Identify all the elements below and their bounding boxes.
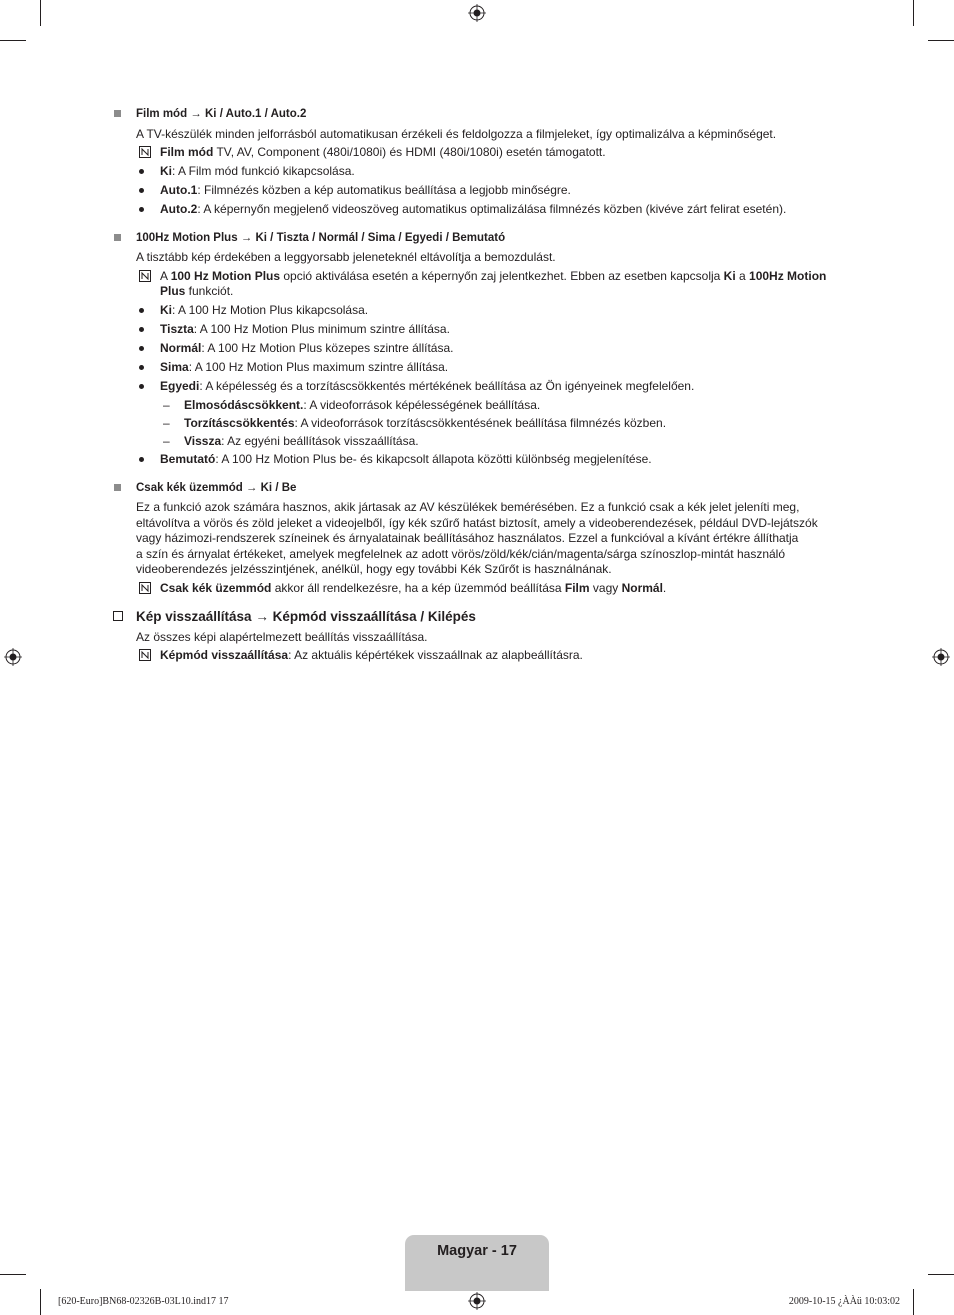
crop-mark — [928, 1274, 954, 1275]
list-item — [136, 202, 843, 218]
option-description: : A képernyőn megjelenő videoszöveg automatikus optimalizálása filmnézés közben (kivéve zárt felirat esetén). — [197, 202, 787, 216]
option-description: : A 100 Hz Motion Plus maximum szintre állítása. — [188, 360, 449, 374]
manual-content — [113, 107, 843, 677]
note — [136, 269, 843, 300]
list-item — [136, 360, 843, 376]
dash-mark: – — [163, 398, 170, 412]
checkbox-bullet-icon — [113, 611, 123, 621]
dash-mark: – — [163, 434, 170, 448]
option-name: Ki — [160, 164, 172, 178]
option-name: Sima — [160, 360, 189, 374]
description-line: Ez a funkció azok számára hasznos, akik jártasak az AV készülékek bemérésében. Ez a funkció csak a kék jelet jeleníti meg, — [136, 500, 800, 514]
option-name: Auto.1 — [160, 183, 198, 197]
bullet-dot-icon — [139, 169, 144, 174]
note-text: vagy — [589, 580, 622, 595]
square-bullet-icon — [114, 484, 121, 491]
registration-mark-icon — [468, 1292, 486, 1310]
section-description — [136, 500, 843, 578]
option-description: : A 100 Hz Motion Plus minimum szintre állítása. — [193, 322, 450, 336]
section-film-mode — [113, 107, 843, 218]
note — [136, 145, 843, 161]
option-name: Egyedi — [160, 379, 200, 393]
registration-mark-icon — [932, 648, 950, 666]
note-icon — [139, 146, 151, 158]
option-description: : Filmnézés közben a kép automatikus beállítása a legjobb minőségre. — [197, 183, 571, 197]
note-keyword: 100Hz Motion Plus — [160, 268, 827, 298]
option-description: : A képélesség és a torzításcsökkentés mértékének beállítása az Ön igényeinek megfelelően. — [199, 379, 695, 393]
note-text: funkciót. — [185, 284, 234, 298]
note-keyword: Film mód — [160, 145, 214, 159]
list-item — [136, 379, 843, 395]
option-name: Ki — [160, 303, 172, 317]
note — [136, 648, 843, 664]
section-picture-reset — [113, 609, 843, 664]
bullet-dot-icon — [139, 346, 144, 351]
section-description: A TV-készülék minden jelforrásból automatikusan érzékeli és feldolgozza a filmjeleket, így optimalizálva a képminőséget. — [136, 126, 777, 141]
note-text: TV, AV, Component (480i/1080i) és HDMI (480i/1080i) esetén támogatott. — [213, 145, 606, 159]
option-description: : A 100 Hz Motion Plus közepes szintre állítása. — [201, 341, 454, 355]
note — [136, 581, 843, 597]
print-slug-file: [620-Euro]BN68-02326B-03L10.ind17 17 — [58, 1296, 229, 1307]
option-description: : A videoforrások torzításcsökkentésének beállítása filmnézés közben. — [294, 416, 667, 430]
note-icon — [139, 649, 151, 661]
note-text: . — [662, 580, 667, 595]
note-keyword: Film — [564, 580, 590, 595]
section-heading: 100Hz Motion Plus → Ki / Tiszta / Normál / Sima / Egyedi / Bemutató — [136, 231, 506, 244]
bullet-dot-icon — [139, 365, 144, 370]
bullet-dot-icon — [139, 207, 144, 212]
option-name: Tiszta — [160, 322, 194, 336]
page-number: Magyar - 17 — [437, 1243, 517, 1259]
bullet-dot-icon — [139, 188, 144, 193]
note-keyword: 100 Hz Motion Plus — [170, 268, 281, 283]
crop-mark — [40, 1289, 41, 1315]
section-description: Az összes képi alapértelmezett beállítás visszaállítása. — [136, 629, 428, 644]
sub-list-item — [136, 416, 843, 432]
bullet-dot-icon — [139, 308, 144, 313]
note-keyword: Normál — [621, 580, 663, 595]
square-bullet-icon — [114, 110, 121, 117]
registration-mark-icon — [4, 648, 22, 666]
bullet-dot-icon — [139, 457, 144, 462]
note-text: : Az aktuális képértékek visszaállnak az alapbeállításra. — [288, 648, 583, 662]
dash-mark: – — [163, 416, 170, 430]
crop-mark — [0, 1274, 26, 1275]
list-item — [136, 164, 843, 180]
list-item — [136, 183, 843, 199]
sub-list-item — [136, 434, 843, 450]
crop-mark — [0, 40, 26, 41]
option-description: : A 100 Hz Motion Plus be- és kikapcsolt állapota közötti különbség megjelenítése. — [215, 452, 652, 466]
option-description: : Az egyéni beállítások visszaállítása. — [221, 434, 419, 448]
note-text: akkor áll rendelkezésre, ha a kép üzemmód beállítása — [271, 580, 565, 595]
description-line: a szín és árnyalat értékeket, amelyek megfelelnek az adott vörös/zöld/kék/cián/magenta/sárga színoszlop-mintát használó — [136, 546, 786, 561]
section-heading: Csak kék üzemmód → Ki / Be — [136, 481, 297, 494]
section-heading: Film mód → Ki / Auto.1 / Auto.2 — [136, 108, 307, 120]
note-keyword: Ki — [723, 268, 736, 283]
bullet-dot-icon — [139, 384, 144, 389]
option-description: : A 100 Hz Motion Plus kikapcsolása. — [172, 303, 369, 317]
note-text: a — [735, 268, 750, 283]
section-motion-plus — [113, 231, 843, 468]
square-bullet-icon — [114, 234, 121, 241]
description-line: videoberendezés jelzésszintjének, anélkül, hogy egy további Kék Szűrőt is használnának. — [136, 562, 612, 576]
option-description: : A Film mód funkció kikapcsolása. — [172, 164, 355, 178]
list-item — [136, 303, 843, 319]
section-blue-only-mode — [113, 481, 843, 597]
crop-mark — [913, 1289, 914, 1315]
note-keyword: Csak kék üzemmód — [160, 580, 272, 595]
print-slug-date: 2009-10-15 ¿ÀÀü 10:03:02 — [788, 1296, 900, 1307]
registration-mark-icon — [468, 4, 486, 22]
option-name: Vissza — [184, 434, 222, 448]
option-name: Torzításcsökkentés — [184, 416, 295, 430]
option-name: Elmosódáscsökkent. — [184, 398, 304, 412]
option-name: Normál — [160, 341, 202, 355]
option-name: Auto.2 — [160, 202, 198, 216]
note-icon — [139, 582, 151, 594]
description-line: vagy házimozi-rendszerek színeinek és árnyalatainak beállításához használatos. Ezzel a funkcióval a kívánt értékre állíthatja — [136, 531, 799, 545]
list-item — [136, 452, 843, 468]
note-text: opció aktiválása esetén a képernyőn zaj jelentkezhet. Ebben az esetben kapcsolja — [280, 268, 724, 283]
list-item — [136, 341, 843, 357]
section-heading: Kép visszaállítása → Képmód visszaállítása / Kilépés — [136, 609, 476, 624]
option-name: Bemutató — [160, 452, 216, 466]
note-icon — [139, 270, 151, 282]
note-text: A — [160, 268, 171, 283]
note-keyword: Képmód visszaállítása — [160, 648, 289, 662]
crop-mark — [928, 40, 954, 41]
description-line: eltávolítva a vörös és zöld jeleket a videojelből, így kék szűrő hatást biztosít, amely a videoberendezések, például DVD-lejátszók — [136, 515, 818, 530]
section-description: A tisztább kép érdekében a leggyorsabb jeleneteknél eltávolítja a bemozdulást. — [136, 250, 556, 264]
crop-mark — [40, 0, 41, 26]
list-item — [136, 322, 843, 338]
option-description: : A videoforrások képélességének beállítása. — [303, 398, 541, 412]
bullet-dot-icon — [139, 327, 144, 332]
page-number-tab — [405, 1235, 549, 1291]
sub-list-item — [136, 398, 843, 414]
crop-mark — [913, 0, 914, 26]
